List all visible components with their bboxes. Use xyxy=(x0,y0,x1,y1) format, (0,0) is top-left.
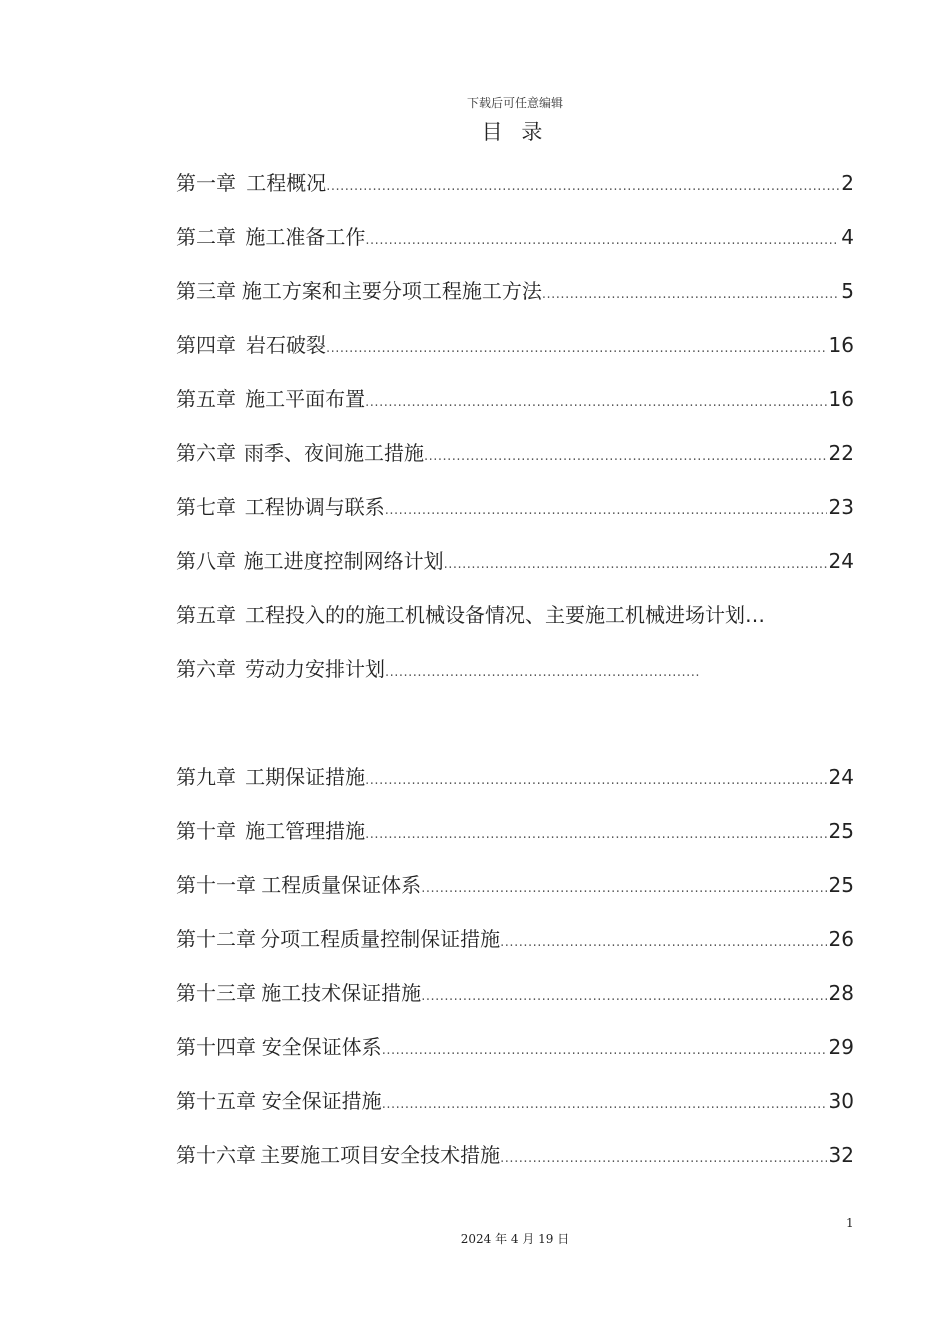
chapter-number: 第六章 xyxy=(176,441,236,465)
chapter-title: 工程协调与联系 xyxy=(244,495,385,519)
page-ref: 23 xyxy=(828,495,854,519)
chapter-number: 第十一章 xyxy=(176,873,256,897)
dot-leader xyxy=(382,1043,827,1058)
chapter-number: 第十二章 xyxy=(176,927,256,951)
chapter-title: 主要施工项目安全技术措施 xyxy=(260,1143,501,1167)
chapter-title: 分项工程质量控制保证措施 xyxy=(260,927,501,951)
page-ref: 24 xyxy=(828,549,854,573)
chapter-number: 第五章 xyxy=(176,603,236,627)
chapter-title: 施工管理措施 xyxy=(245,819,366,843)
page-ref: 25 xyxy=(828,873,854,897)
dot-leader xyxy=(421,881,826,896)
chapter-title: 施工平面布置 xyxy=(245,387,366,411)
chapter-title: 劳动力安排计划 xyxy=(245,657,385,681)
toc-entry[interactable] xyxy=(176,275,854,309)
chapter-number: 第一章 xyxy=(176,171,236,195)
chapter-title: 工程概况 xyxy=(246,171,327,195)
page-ref: 2 xyxy=(841,171,854,195)
chapter-title: 工程质量保证体系 xyxy=(261,873,422,897)
chapter-number: 第十四章 xyxy=(176,1035,256,1059)
page-ref: 30 xyxy=(828,1089,854,1113)
toc-entry[interactable] xyxy=(176,491,854,525)
chapter-title: 施工准备工作 xyxy=(245,225,366,249)
toc-entry[interactable] xyxy=(176,437,854,471)
chapter-number: 第九章 xyxy=(176,765,236,789)
dot-leader xyxy=(500,935,826,950)
toc-entry[interactable] xyxy=(176,977,854,1011)
dot-leader xyxy=(326,179,839,194)
page-ref: 16 xyxy=(828,333,854,357)
toc-entry[interactable] xyxy=(176,815,854,849)
chapter-title: 工期保证措施 xyxy=(245,765,366,789)
page-ref: 32 xyxy=(828,1143,854,1167)
page-ref: 25 xyxy=(828,819,854,843)
chapter-number: 第八章 xyxy=(176,549,236,573)
page-ref: 28 xyxy=(828,981,854,1005)
dot-leader xyxy=(500,1151,826,1166)
dot-leader xyxy=(326,341,827,356)
dot-leader xyxy=(365,773,826,788)
chapter-title: 施工技术保证措施 xyxy=(261,981,422,1005)
toc-title: 目 录 xyxy=(481,120,549,144)
page-ref: 5 xyxy=(841,279,854,303)
chapter-number: 第十三章 xyxy=(176,981,256,1005)
dot-leader xyxy=(385,665,701,680)
chapter-number: 第五章 xyxy=(176,387,236,411)
toc-entry[interactable] xyxy=(176,221,854,255)
chapter-number: 第四章 xyxy=(176,333,236,357)
chapter-number: 第十五章 xyxy=(176,1089,256,1113)
page-ref: 26 xyxy=(828,927,854,951)
dot-leader xyxy=(421,989,826,1004)
chapter-title: 工程投入的的施工机械设备情况、主要施工机械进场计划… xyxy=(245,603,765,627)
page-number: 1 xyxy=(846,1216,854,1230)
toc-entry[interactable] xyxy=(176,761,854,795)
toc-entry[interactable] xyxy=(176,1085,854,1119)
toc-entry[interactable] xyxy=(176,167,854,201)
chapter-title: 安全保证措施 xyxy=(261,1089,382,1113)
toc-entry[interactable] xyxy=(176,383,854,417)
dot-leader xyxy=(365,233,839,248)
toc-entry[interactable] xyxy=(176,1139,854,1173)
chapter-number: 第二章 xyxy=(176,225,236,249)
dot-leader xyxy=(424,449,827,464)
page-ref: 22 xyxy=(828,441,854,465)
page-ref: 29 xyxy=(828,1035,854,1059)
dot-leader xyxy=(365,395,826,410)
toc-entry[interactable] xyxy=(176,653,854,687)
toc-entry[interactable] xyxy=(176,329,854,363)
header-note: 下载后可任意编辑 xyxy=(466,96,563,110)
chapter-number: 第六章 xyxy=(176,657,236,681)
chapter-title: 雨季、夜间施工措施 xyxy=(244,441,424,465)
toc-entry[interactable] xyxy=(176,545,854,579)
chapter-title: 岩石破裂 xyxy=(245,333,326,357)
dot-leader xyxy=(385,503,827,518)
chapter-number: 第十六章 xyxy=(176,1143,256,1167)
page-ref: 24 xyxy=(828,765,854,789)
chapter-number: 第十章 xyxy=(176,819,236,843)
dot-leader xyxy=(542,287,839,302)
dot-leader xyxy=(365,827,826,842)
chapter-number: 第三章 xyxy=(176,279,236,303)
chapter-title: 施工方案和主要分项工程施工方法 xyxy=(241,279,542,303)
toc-entry[interactable] xyxy=(176,1031,854,1065)
chapter-number: 第七章 xyxy=(176,495,236,519)
toc-entry[interactable] xyxy=(176,599,854,633)
dot-leader xyxy=(444,557,827,572)
toc-entry[interactable] xyxy=(176,923,854,957)
page-ref: 4 xyxy=(841,225,854,249)
toc-entry[interactable] xyxy=(176,869,854,903)
chapter-title: 安全保证体系 xyxy=(261,1035,382,1059)
footer-date: 2024 年 4 月 19 日 xyxy=(460,1232,570,1246)
dot-leader xyxy=(382,1097,827,1112)
page-ref: 16 xyxy=(828,387,854,411)
chapter-title: 施工进度控制网络计划 xyxy=(243,549,444,573)
